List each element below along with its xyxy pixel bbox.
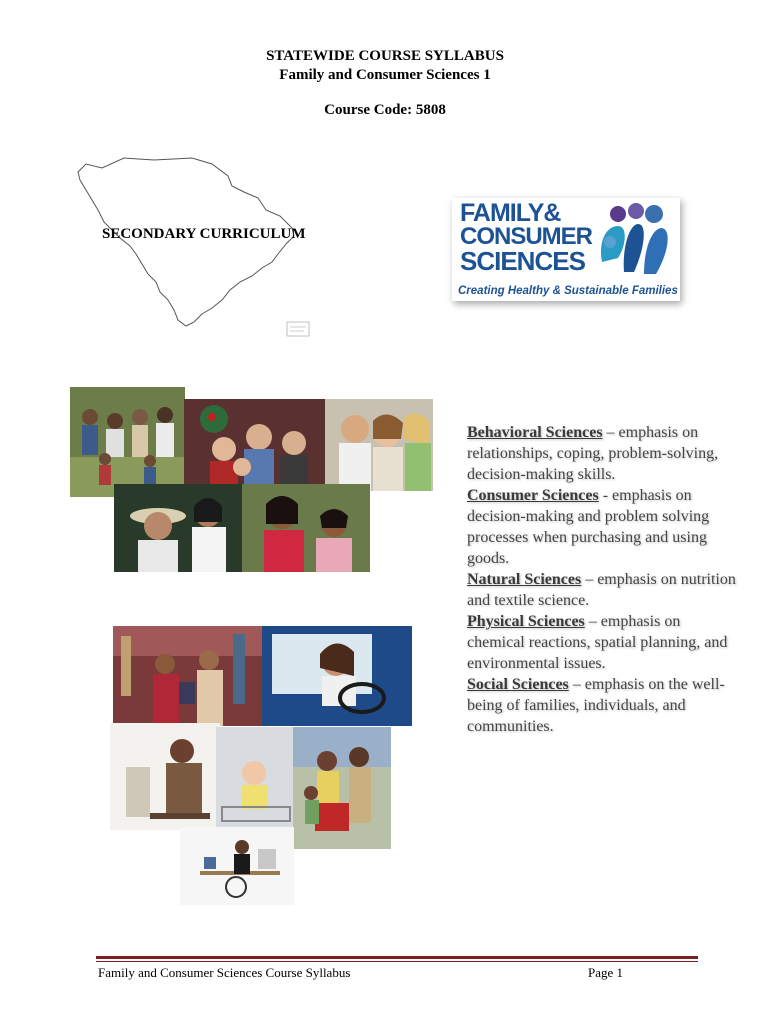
science-term: Social Sciences bbox=[467, 676, 569, 693]
science-term: Behavioral Sciences bbox=[467, 424, 603, 441]
family-photo-smiling bbox=[325, 399, 433, 491]
sciences-list bbox=[467, 422, 737, 737]
science-description: – emphasis on relationships, coping, problem-solving, decision-making skills. bbox=[467, 424, 719, 483]
fcs-logo bbox=[452, 198, 680, 301]
science-item bbox=[467, 611, 737, 674]
wheelchair-desk-photo bbox=[180, 827, 294, 905]
family-photo-holiday bbox=[184, 399, 325, 487]
science-item bbox=[467, 485, 737, 569]
secondary-curriculum-label: SECONDARY CURRICULUM bbox=[102, 226, 306, 242]
syllabus-title: STATEWIDE COURSE SYLLABUS bbox=[266, 48, 504, 64]
science-item bbox=[467, 674, 737, 737]
state-map-outline bbox=[62, 150, 322, 350]
family-photo-outdoors bbox=[70, 387, 185, 497]
shopping-photo bbox=[113, 626, 263, 726]
science-term: Consumer Sciences bbox=[467, 487, 599, 504]
logo-wordmark bbox=[460, 199, 593, 276]
footer-rule-thin bbox=[96, 961, 698, 962]
family-photo-grandfather bbox=[114, 484, 242, 572]
logo-line-family: FAMILY& bbox=[460, 199, 561, 227]
logo-tagline: Creating Healthy & Sustainable Families bbox=[458, 285, 678, 297]
footer-title: Family and Consumer Sciences Course Syllabus bbox=[98, 965, 351, 980]
footer-rule-thick bbox=[96, 956, 698, 959]
science-description: - emphasis on decision-making and problem solving processes when purchasing and using goods. bbox=[467, 487, 710, 567]
page-number: Page 1 bbox=[588, 965, 624, 980]
family-photo-mother-child bbox=[242, 484, 370, 572]
science-description: – emphasis on the well-being of families, individuals, and communities. bbox=[467, 676, 725, 735]
driving-photo bbox=[262, 626, 412, 726]
science-description: – emphasis on nutrition and textile science. bbox=[467, 571, 736, 609]
course-subtitle: Family and Consumer Sciences 1 bbox=[279, 67, 491, 83]
family-figures-icon bbox=[588, 202, 674, 280]
science-description: – emphasis on chemical reactions, spatial planning, and environmental issues. bbox=[467, 613, 728, 672]
science-item bbox=[467, 569, 737, 611]
science-term: Natural Sciences bbox=[467, 571, 582, 588]
logo-line-sciences: SCIENCES bbox=[460, 245, 585, 276]
science-item bbox=[467, 422, 737, 485]
logo-line-consumer: CONSUMER bbox=[460, 222, 593, 250]
course-code: Course Code: 5808 bbox=[324, 102, 446, 118]
home-sale-family-photo bbox=[293, 727, 391, 849]
office-worker-photo bbox=[110, 723, 220, 830]
baby-cart-photo bbox=[216, 727, 296, 827]
science-term: Physical Sciences bbox=[467, 613, 585, 630]
